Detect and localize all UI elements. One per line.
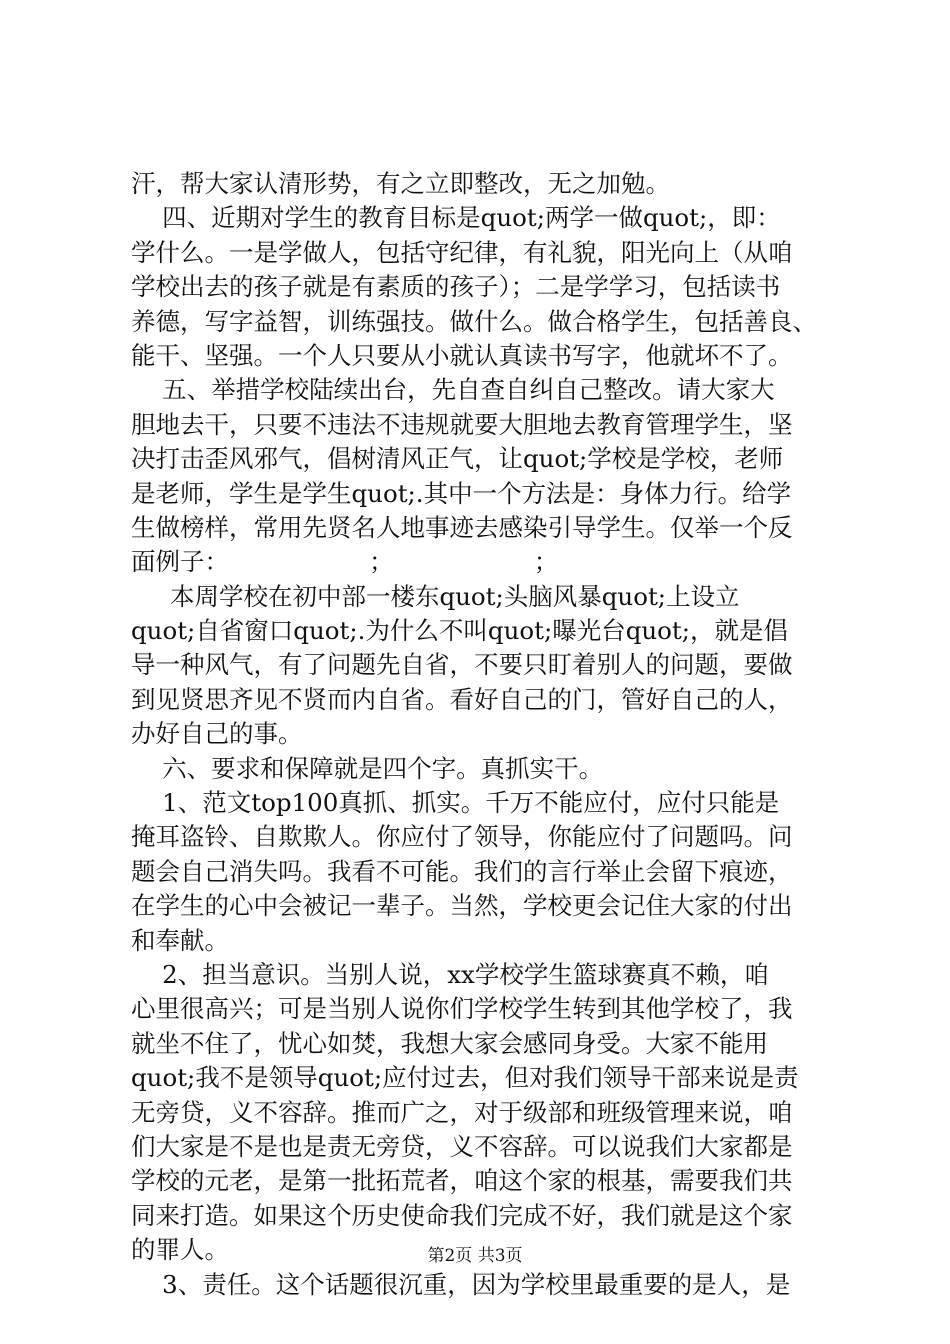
text-line: 们大家是不是也是责无旁贷，义不容辞。可以说我们大家都是: [131, 1131, 793, 1161]
text-line: 面例子： ； ；: [131, 547, 559, 577]
text-line: 六、要求和保障就是四个字。真抓实干。: [131, 753, 604, 783]
text-line: 掩耳盗铃、自欺欺人。你应付了领导，你能应付了问题吗。问: [131, 822, 793, 852]
text-line: 在学生的心中会被记一辈子。当然，学校更会记住大家的付出: [131, 891, 793, 921]
text-line: 五、举措学校陆续出台，先自查自纠自己整改。请大家大: [131, 375, 775, 405]
text-line: 的罪人。: [131, 1235, 229, 1265]
text-line: 学校的元老，是第一批拓荒者，咱这个家的根基，需要我们共: [131, 1166, 793, 1196]
text-line: 1、范文top100真抓、抓实。千万不能应付，应付只能是: [131, 788, 780, 818]
text-line: 心里很高兴；可是当别人说你们学校学生转到其他学校了，我: [131, 994, 793, 1024]
text-line: 和奉献。: [131, 925, 229, 955]
text-line: 3、责任。这个话题很沉重，因为学校里最重要的是人，是: [131, 1269, 791, 1299]
text-line: 汗，帮大家认清形势，有之立即整改，无之加勉。: [131, 169, 670, 198]
text-line: 导一种风气，有了问题先自省，不要只盯着别人的问题，要做: [131, 650, 793, 680]
text-line: 养德，写字益智，训练强技。做什么。做合格学生，包括善良、: [131, 306, 817, 336]
text-line: 本周学校在初中部一楼东quot;头脑风暴quot;上设立: [131, 581, 740, 611]
text-line: 办好自己的事。: [131, 719, 303, 749]
text-line: 就坐不住了，忧心如焚，我想大家会感同身受。大家不能用: [131, 1028, 768, 1058]
text-line: 学什么。一是学做人，包括守纪律，有礼貌，阳光向上（从咱: [131, 237, 793, 267]
text-line: 决打击歪风邪气，倡树清风正气，让quot;学校是学校，老师: [131, 444, 784, 474]
text-line: 四、近期对学生的教育目标是quot;两学一做quot;，即：: [131, 203, 781, 233]
page-footer: 第2页 共3页: [427, 1246, 523, 1266]
text-line: 胆地去干，只要不违法不违规就要大胆地去教育管理学生，坚: [131, 409, 793, 439]
text-line: 题会自己消失吗。我看不可能。我们的言行举止会留下痕迹，: [131, 856, 793, 886]
text-line: 无旁贷，义不容辞。推而广之，对于级部和班级管理来说，咱: [131, 1097, 793, 1127]
text-line: 生做榜样，常用先贤名人地事迹去感染引导学生。仅举一个反: [131, 512, 793, 542]
text-line: quot;自省窗口quot;.为什么不叫quot;曝光台quot;，就是倡: [131, 616, 789, 646]
document-body: [131, 167, 831, 1302]
text-line: 学校出去的孩子就是有素质的孩子）；二是学学习，包括读书: [131, 272, 781, 302]
text-line: 2、担当意识。当别人说，xx学校学生篮球赛真不赖，咱: [131, 959, 769, 989]
text-line: quot;我不是领导quot;应付过去，但对我们领导干部来说是责: [131, 1063, 799, 1093]
text-line: 同来打造。如果这个历史使命我们完成不好，我们就是这个家: [131, 1200, 793, 1230]
text-line: 是老师，学生是学生quot;.其中一个方法是：身体力行。给学: [131, 478, 792, 508]
text-line: 到见贤思齐见不贤而内自省。看好自己的门，管好自己的人，: [131, 684, 793, 714]
text-line: 能干、坚强。一个人只要从小就认真读书写字，他就坏不了。: [131, 340, 793, 370]
